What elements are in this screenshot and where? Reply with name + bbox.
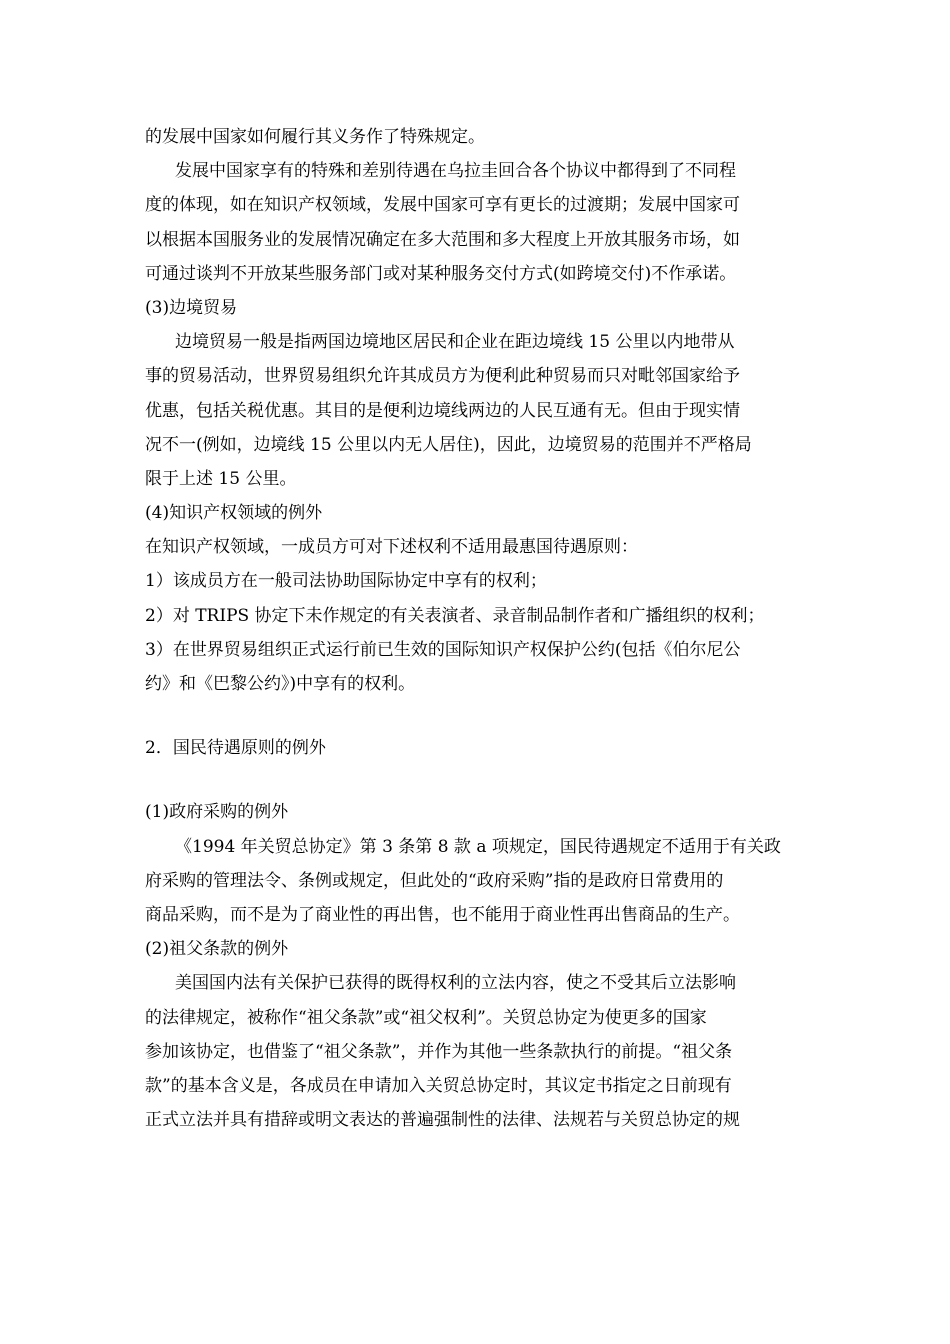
text-line: 度的体现，如在知识产权领域，发展中国家可享有更长的过渡期；发展中国家可 (145, 195, 740, 216)
text-line: 可通过谈判不开放某些服务部门或对某种服务交付方式(如跨境交付)不作承诺。 (145, 263, 737, 284)
text-line: 在知识产权领域，一成员方可对下述权利不适用最惠国待遇原则： (145, 537, 638, 558)
text-line: 参加该协定，也借鉴了“祖父条款”，并作为其他一些条款执行的前提。“祖父条 (145, 1041, 733, 1062)
section-heading: (4)知识产权领域的例外 (145, 503, 323, 524)
text-line: 的法律规定，被称作“祖父条款”或“祖父权利”。关贸总协定为使更多的国家 (145, 1007, 707, 1028)
section-heading: (2)祖父条款的例外 (145, 939, 289, 960)
paragraph-first-line: 发展中国家享有的特殊和差别待遇在乌拉圭回合各个协议中都得到了不同程 (175, 161, 736, 182)
text-line: 事的贸易活动，世界贸易组织允许其成员方为便利此种贸易而只对毗邻国家给予 (145, 366, 740, 387)
text-line: 商品采购，而不是为了商业性的再出售，也不能用于商业性再出售商品的生产。 (145, 904, 740, 925)
text-line: 限于上述 15 公里。 (145, 468, 297, 489)
text-line: 正式立法并具有措辞或明文表达的普遍强制性的法律、法规若与关贸总协定的规 (145, 1110, 740, 1131)
text-line: 府采购的管理法令、条例或规定，但此处的“政府采购”指的是政府日常费用的 (145, 870, 724, 891)
text-line: 约》和《巴黎公约》)中享有的权利。 (145, 674, 416, 694)
text-line: 的发展中国家如何履行其义务作了特殊规定。 (145, 127, 485, 147)
section-heading: 2．国民待遇原则的例外 (145, 738, 326, 759)
text-line: 以根据本国服务业的发展情况确定在多大范围和多大程度上开放其服务市场，如 (145, 229, 740, 250)
text-line: 优惠，包括关税优惠。其目的是便利边境线两边的人民互通有无。但由于现实情 (145, 400, 740, 421)
list-item: 1）该成员方在一般司法协助国际协定中享有的权利； (145, 571, 547, 592)
paragraph-first-line: 边境贸易一般是指两国边境地区居民和企业在距边境线 15 公里以内地带从 (175, 332, 735, 353)
section-heading: (1)政府采购的例外 (145, 802, 289, 823)
blank-space (145, 701, 811, 731)
paragraph-first-line: 美国国内法有关保护已获得的既得权利的立法内容，使之不受其后立法影响 (175, 973, 736, 994)
list-item: 2）对 TRIPS 协定下未作规定的有关表演者、录音制品制作者和广播组织的权利； (145, 605, 765, 626)
list-item: 3）在世界贸易组织正式运行前已生效的国际知识产权保护公约(包括《伯尔尼公 (145, 639, 741, 660)
blank-space (145, 765, 811, 795)
section-heading: (3)边境贸易 (145, 297, 238, 318)
text-line: 款”的基本含义是，各成员在申请加入关贸总协定时，其议定书指定之日前现有 (145, 1075, 732, 1096)
text-line: 况不一(例如，边境线 15 公里以内无人居住)，因此，边境贸易的范围并不严格局 (145, 434, 752, 455)
paragraph-first-line: 《1994 年关贸总协定》第 3 条第 8 款 a 项规定，国民待遇规定不适用于有关政 (175, 836, 781, 857)
document-page (145, 120, 811, 1137)
